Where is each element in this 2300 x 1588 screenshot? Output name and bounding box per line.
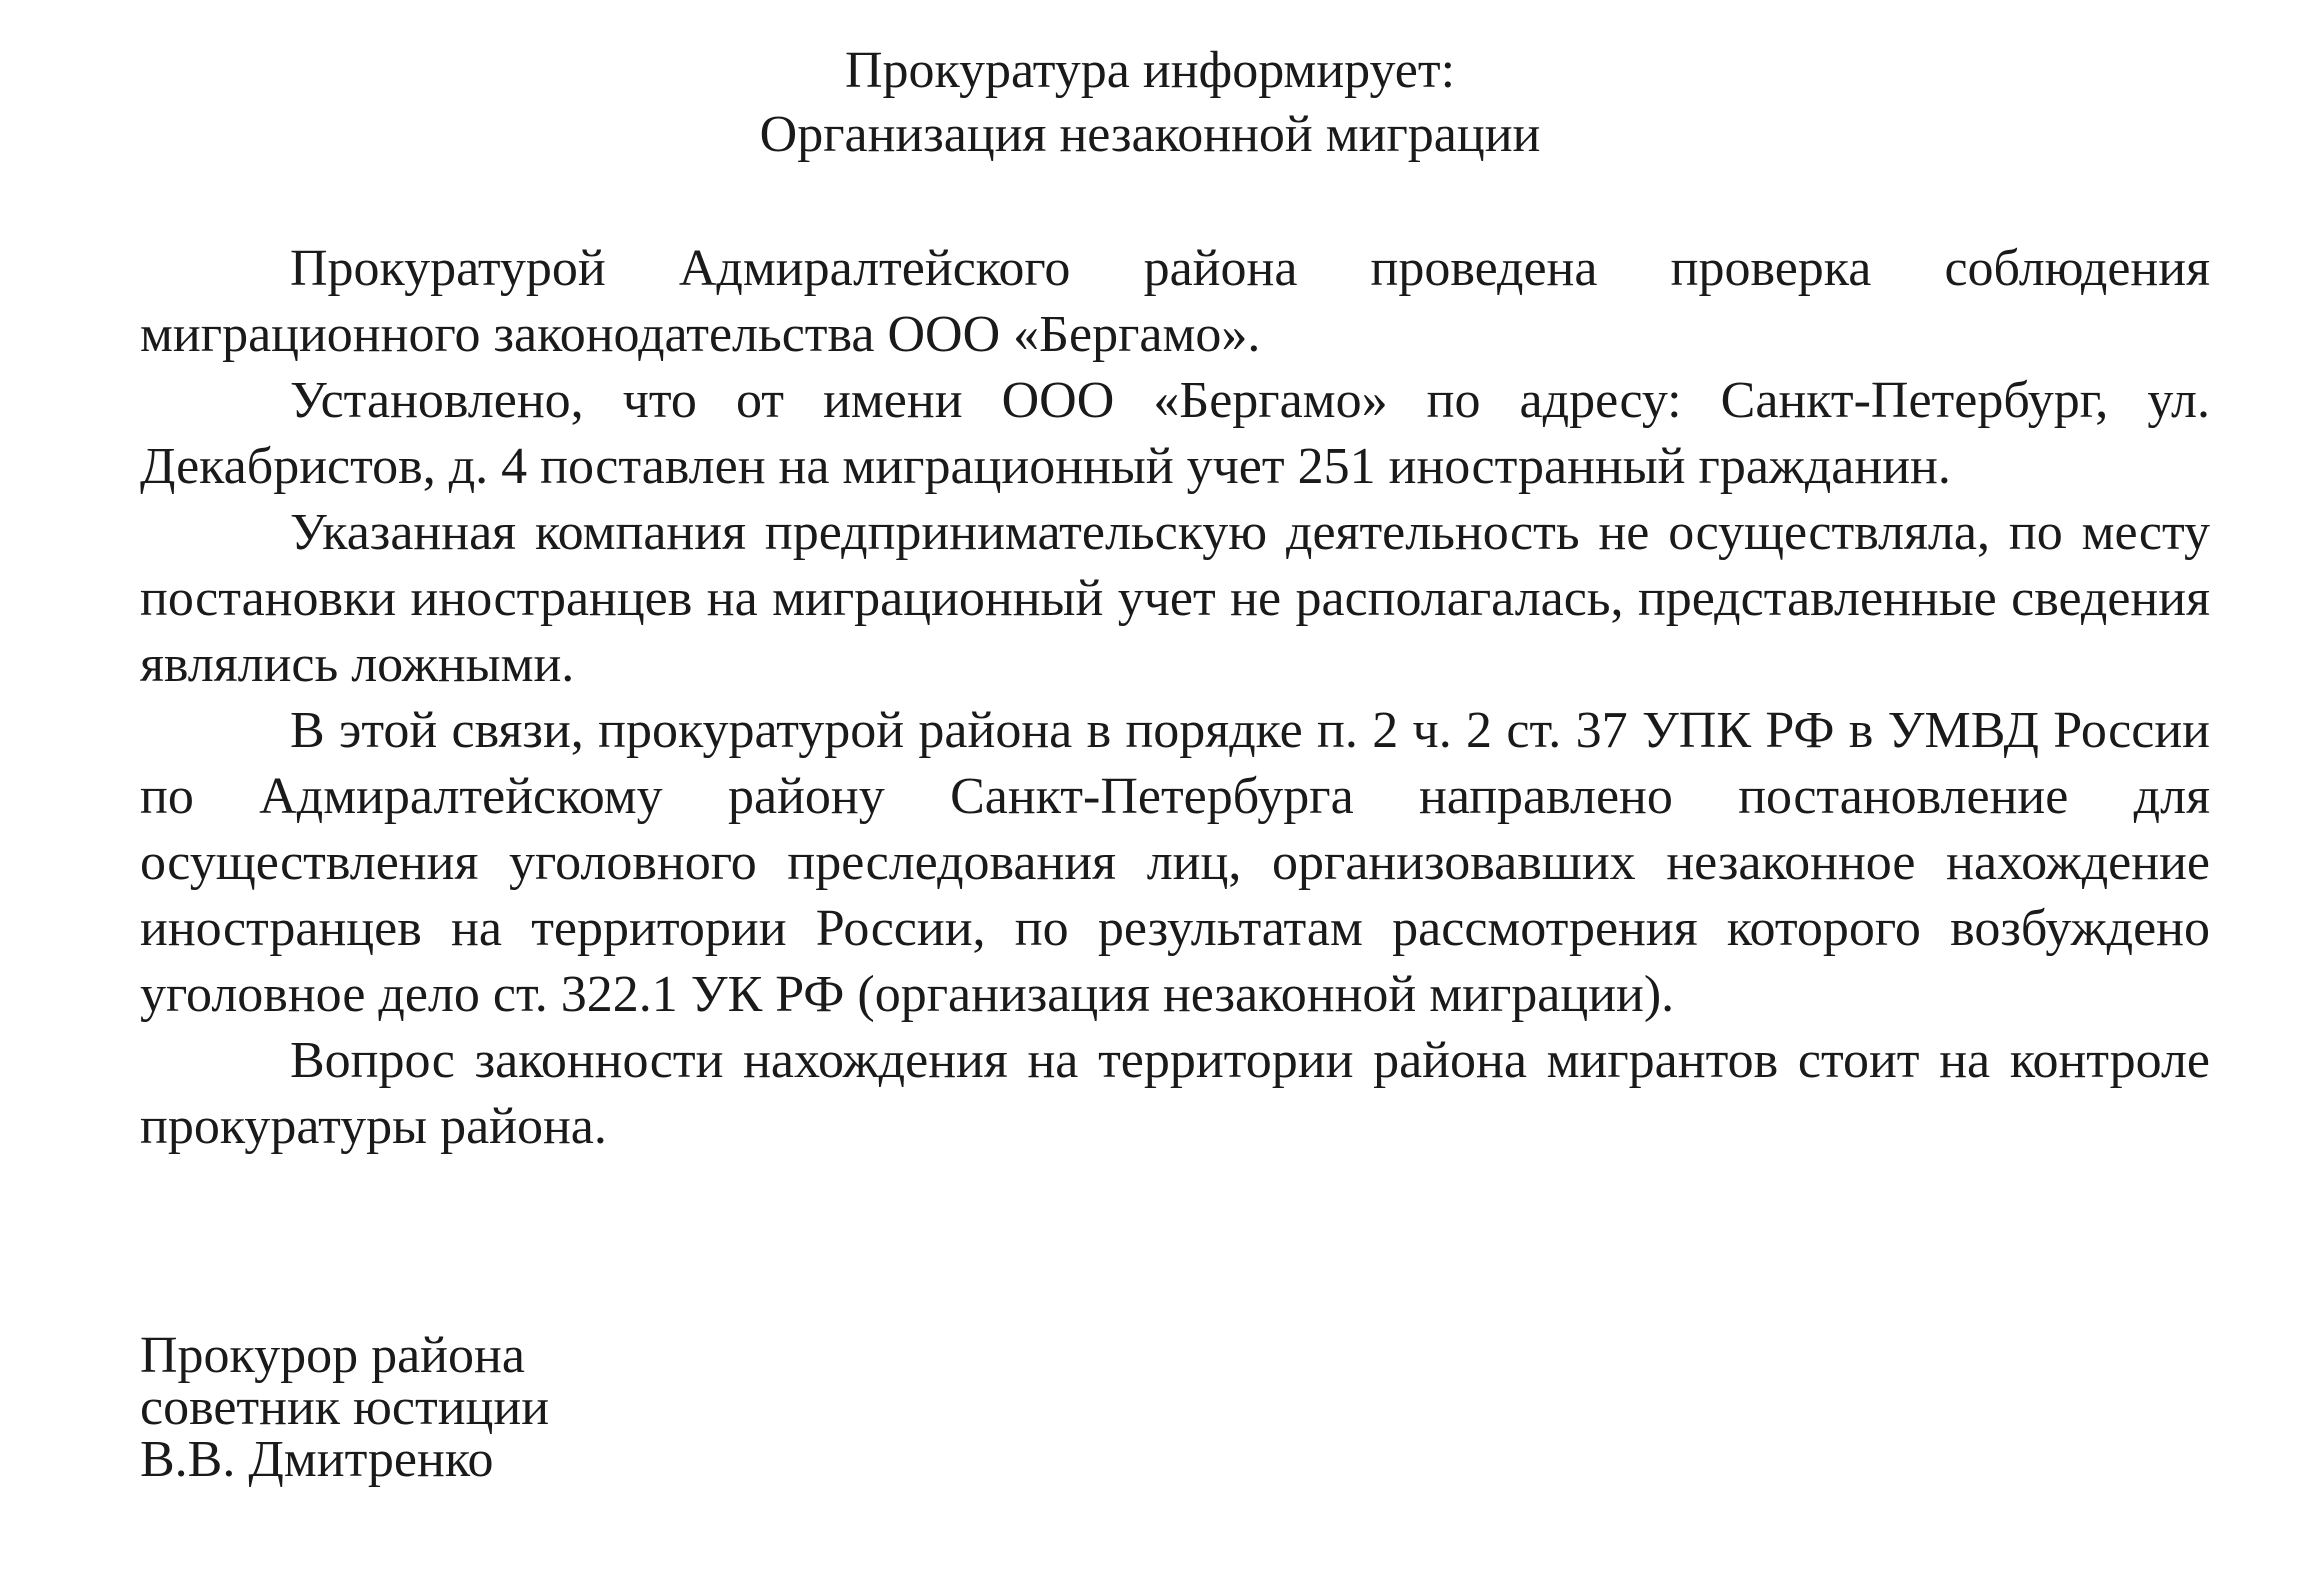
paragraph-3: Указанная компания предпринимательскую деятельность не осуществляла, по месту постановки иностранцев на миграционный учет не располагалась, представленные сведения являлись ложными. [140,504,2210,693]
signature-block [140,1327,550,1488]
document-body [140,236,2210,1160]
signature-position: Прокурор района [140,1327,525,1384]
paragraph-2: Установлено, что от имени ООО «Бергамо» по адресу: Санкт-Петербург, ул. Декабристов, д. 4 поставлен на миграционный учет 251 иностранный гражданин. [140,372,2210,495]
paragraph-5: Вопрос законности нахождения на территории района мигрантов стоит на контроле прокуратуры района. [140,1032,2210,1155]
header-line-1: Прокуратура информирует: [844,42,1456,99]
document-title: Организация незаконной миграции [759,106,1541,163]
paragraph-4: В этой связи, прокуратурой района в порядке п. 2 ч. 2 ст. 37 УПК РФ в УМВД России по Адмиралтейскому району Санкт-Петербурга направлено постановление для осуществления уголовного преследования лиц, организовавших незаконное нахождение иностранцев на территории России, по результатам рассмотрения которого возбуждено уголовное дело ст. 322.1 УК РФ (организация незаконной миграции). [140,702,2210,1023]
signature-name: В.В. Дмитренко [140,1431,494,1488]
paragraph-1: Прокуратурой Адмиралтейского района проведена проверка соблюдения миграционного законодательства ООО «Бергамо». [140,240,2210,363]
signature-rank: советник юстиции [140,1379,550,1436]
